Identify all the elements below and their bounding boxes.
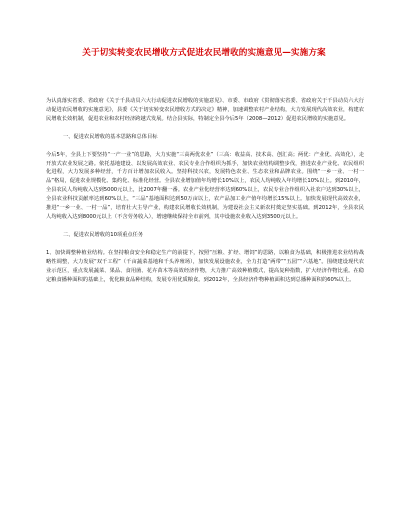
intro-paragraph: 为认真落实省委、省政府《关于千县动员六大行动促进农民增收的实施意见》、市委、市政府《贯彻落实省委、省政府关于千县动员六大行动促进农民增收的实施意见》，县委《关于切实转变农民增收方式的决定》精神，加速调整农村产业结构，大力发展现代高效农业，构建农民增收长效机制，促进农业和农村经济跨越式发展。结合县实际，特制定全县今后5年（2008—2012）促进农民增收的实施意见。: [46, 98, 364, 122]
spacer: [46, 124, 364, 133]
section-1-paragraph: 今后5年，全县上下要坚持“一产一业”的思路，大力实施“三高两优农业”（三高：收益高、技术高、创汇高；两优：产业优、高效化），走开放式农业发展之路。依托基地建设、以发展高效农业、农民专业合作组织为抓手，加快农业结构调整步伐，推进农业产业化、农民组织化进程，大力发展多种经营，千方百计增加农民收入。坚持科技兴农，发展特色农业、生态农业和品牌农业。围绕“一乡一业、一村一品”格局，促进农业规模化、集约化、标准化经营。全县农业增加值年均增长10%以上，农民人均纯收入年均增长10%以上。到2010年，全县农民人均纯收入达到5000元以上，比2007年翻一番。农业产业化经营率达到60%以上，农民专业合作组织入社农户达到30%以上，全县农业科技贡献率达到60%以上，“三品”基地面积达到50万亩以上，农产品加工业产值年均增长15%以上。加快发展现代高效农业，推进“一乡一业、一村一品”，培育壮大主导产业，构建农民增收长效机制，为建设社会主义新农村奠定坚实基础。到2012年，全县农民人均纯收入达到8000元以上（不含劳务收入），增速继续保持全市前列，其中设施农业收入达到3500元以上。: [46, 151, 364, 220]
document-body: [46, 97, 364, 284]
document-title: 关于切实转变农民增收方式促进农民增收的实施意见—实施方案: [82, 48, 326, 58]
section-heading-1: 一、促进农民增收的基本思路和总体目标: [63, 133, 158, 140]
spacer: [46, 142, 364, 151]
section-heading-2: 二、促进农民增收的10项重点任务: [63, 231, 144, 238]
spacer: [46, 240, 364, 249]
spacer: [46, 222, 364, 231]
section-2-paragraph: 1、加快调整种植业结构。在坚持粮食安全和稳定生产的前提下，按照“压粮、扩经、增饲”的思路，以粮食为基础，积极推进农业结构战略性调整，大力发展“双千工程”（千亩蔬菜基地和千头养殖场），加快发展设施农业，全力打造“两带”“五园”“六基地”。围绕建设现代农业示范区，重点发展蔬菜、果品、食用菌、花卉苗木等高效经济作物，大力推广高效种植模式，提高复种指数，扩大经济作物比重。在稳定粮食播种面积的基础上，优化粮食品种结构，发展专用优质粮食。到2012年，全县经济作物种植面积达到总播种面积的60%以上。: [46, 249, 364, 283]
